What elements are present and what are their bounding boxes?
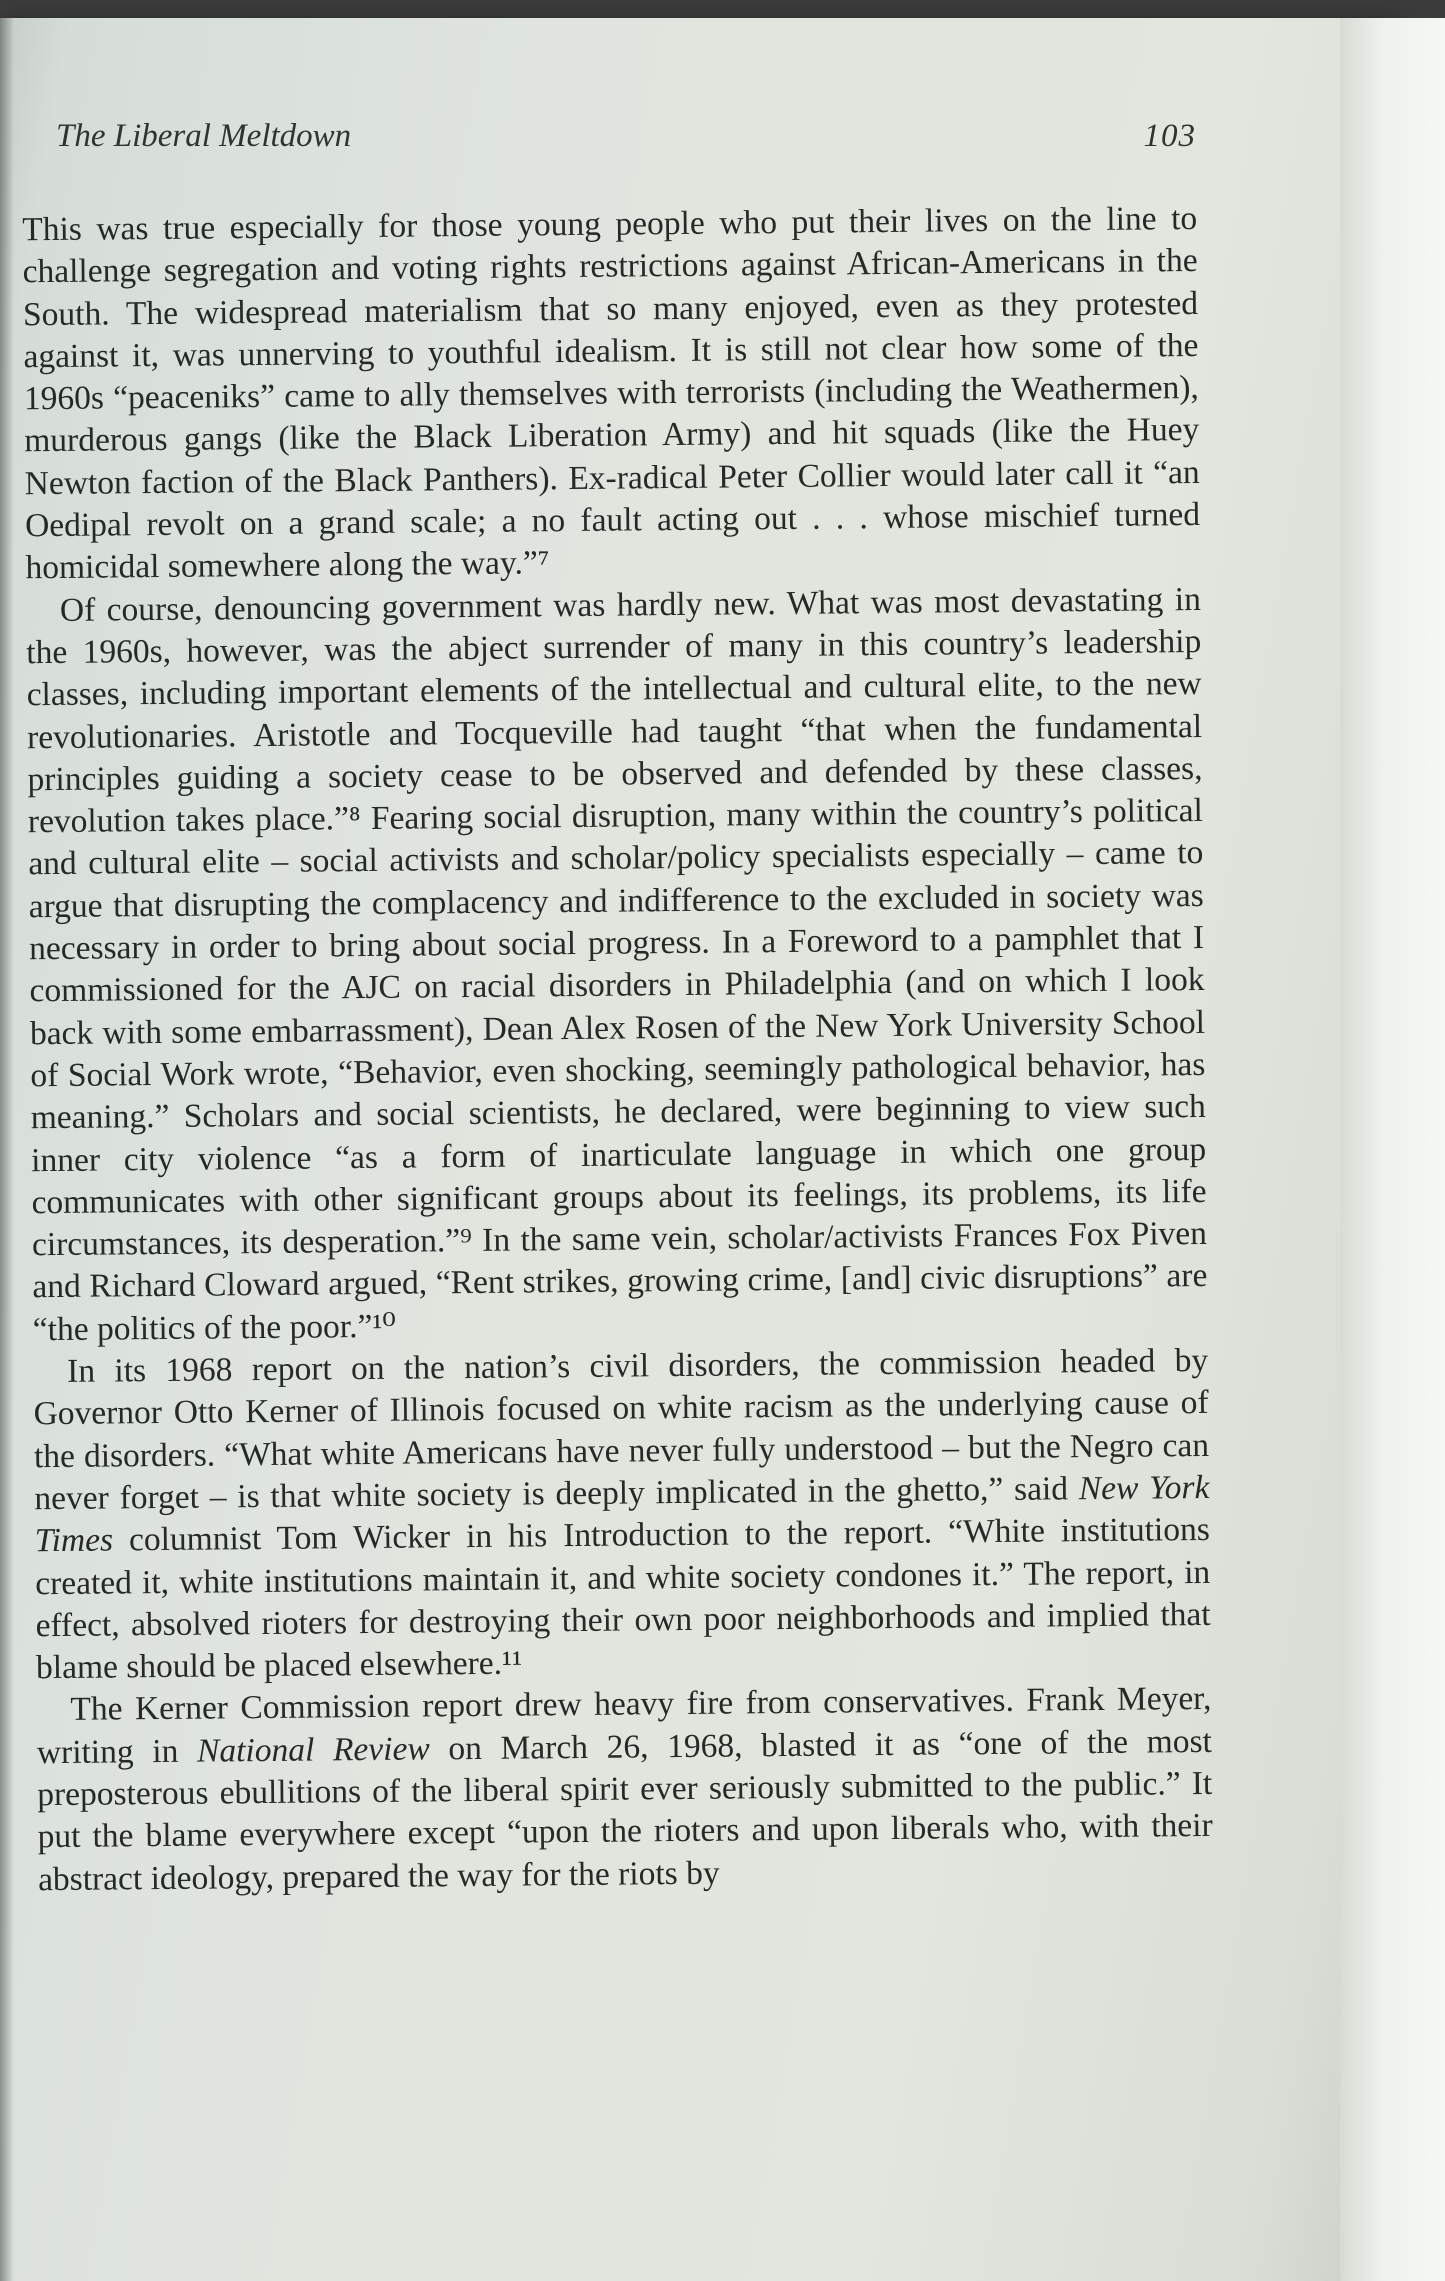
page-edge: [1340, 18, 1445, 2281]
italic-title: National Review: [196, 1730, 430, 1770]
paragraph-text: on March 26, 1968, blasted it as “one of the most preposterous ebullitions of the liberal spirit ever seriously submitted to the public.” It put the blame everywhere except “upon the rioters and upon liberals who, with their abstract ideology, prepared the way for the riots by: [37, 1722, 1213, 1898]
paragraph-text: Of course, denouncing government was hardly new. What was most devastating in the 1960s, however, was the abject surrender of many in this country’s leadership classes, including important elements of the intellectual and cultural elite, to the new revolutionaries. Aristotle and Tocqueville had taught “that when the fundamental principles guiding a society cease to be observed and defended by these classes, revolution takes place.”⁸ Fearing social disruption, many within the country’s political and cultural elite – social activists and scholar/policy specialists especially – came to argue that disrupting the complacency and indifference to the excluded in society was necessary in order to bring about social progress. In a Foreword to a pamphlet that I commissioned for the AJC on racial disorders in Philadelphia (and on which I look back with some embarrassment), Dean Alex Rosen of the New York University School of Social Work wrote, “Behavior, even shocking, seemingly pathological behavior, has meaning.” Scholars and social scientists, he declared, were beginning to view such inner city violence “as a form of inarticulate language in which one group communicates with other significant groups about its feelings, its problems, its life circumstances, its desperation.”⁹ In the same vein, scholar/activists Frances Fox Piven and Richard Cloward argued, “Rent strikes, growing crime, [and] civic disruptions” are “the politics of the poor.”¹⁰: [26, 580, 1208, 1348]
paragraph: [33, 1340, 1211, 1690]
page-number: 103: [1143, 118, 1196, 154]
paragraph: [26, 579, 1208, 1352]
paragraph-text: This was true especially for those young people who put their lives on the line to challenge segregation and voting rights restrictions against African-Americans in the South. The widespread materialism that so many enjoyed, even as they protested against it, was unnerving to youthful idealism. It is still not clear how some of the 1960s “peaceniks” came to ally themselves with terrorists (including the Weathermen), murderous gangs (like the Black Liberation Army) and hit squads (like the Huey Newton faction of the Black Panthers). Ex-radical Peter Collier would later call it “an Oedipal revolt on a grand scale; a no fault acting out . . . whose mischief turned homicidal somewhere along the way.”⁷: [22, 199, 1201, 587]
running-head: [56, 118, 1196, 168]
paragraph: [22, 198, 1201, 590]
paragraph-text: In its 1968 report on the nation’s civil disorders, the commission headed by Governor Otto Kerner of Illinois focused on white racism as the underlying cause of the disorders. “What white Americans have never fully understood – but the Negro can never forget – is that white society is deeply implicated in the ghetto,” said: [33, 1341, 1210, 1518]
paragraph-text: The Kerner Commission report drew heavy fire from conservatives. Frank Meyer, writing in: [36, 1680, 1212, 1771]
running-title: The Liberal Meltdown: [56, 118, 352, 154]
body-text: [22, 198, 1213, 1901]
binding-shadow: [0, 18, 14, 2281]
paragraph: [36, 1678, 1213, 1901]
paragraph-text: columnist Tom Wicker in his Introduction to the report. “White institutions created it, white institutions maintain it, and white society condones it.” The report, in effect, absolved rioters for destroying their own poor neighborhoods and implied that blame should be placed elsewhere.¹¹: [35, 1511, 1211, 1687]
italic-title: New York Times: [34, 1468, 1210, 1560]
